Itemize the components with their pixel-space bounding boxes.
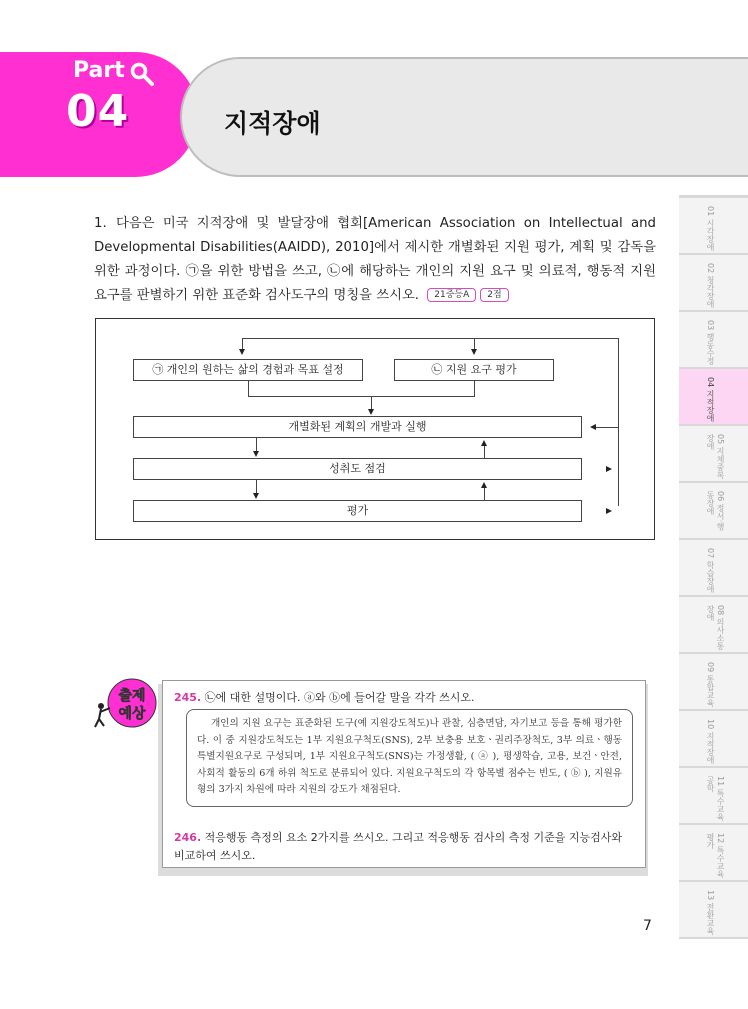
question-number: 1. [94, 216, 107, 231]
question-245-passage: 개인의 지원 요구는 표준화된 도구(예 지원강도척도)나 관찰, 심층면담, 자기보고 등을 통해 평가한다. 이 중 지원강도척도는 1부 지원요구척도(SNS), 2부 보충용 보호ㆍ권리주장척도, 3부 의료ㆍ행동 특별지원요구로 구성되며, 1부 지원요구척도(SNS)는 가정생활, ( ⓐ ), 평생학습, 고용, 보건ㆍ안전, 사회적 활동의 6개 하위 척도로 분류되어 있다. 지원요구척도의 각 항목별 점수는 빈도, ( ⓑ ), 지원유형의 3가지 차원에 따라 지원의 강도가 채점된다. [186, 709, 633, 807]
sidenav-item-07[interactable]: 07 학습장애 [679, 540, 748, 597]
sidenav-item-13[interactable]: 13 전환교육 [679, 882, 748, 939]
sidenav-item-08[interactable]: 08 의사소통장애 [679, 597, 748, 654]
sidenav-item-09[interactable]: 09 통합교육 [679, 654, 748, 711]
sidenav-item-04-active[interactable]: 04 지적장애 [679, 369, 748, 426]
chapter-title: 지적장애 [224, 109, 321, 138]
box-support-needs-assessment: ㉡ 지원 요구 평가 [394, 359, 554, 381]
page-number: 7 [643, 918, 652, 934]
question-246-text: 적응행동 측정의 요소 2가지를 쓰시오. 그리고 적응행동 검사의 측정 기준을 지능검사와 비교하여 쓰시오. [174, 831, 623, 862]
question-text: 다음은 미국 지적장애 및 발달장애 협회[American Association on Intellectual and Developmental Disabilities(AAIDD), 2010]에서 제시한 개별화된 지원 평가, 계획 및 감독을 위한 과정이다. ㉠을 위한 방법을 쓰고, ㉡에 해당하는 개인의 지원 요구 및 의료적, 행동적 지원 요구를 판별하기 위한 표준화 검사도구의 명칭을 쓰시오. [94, 216, 656, 303]
sidenav-item-06[interactable]: 06 정서·행동장애 [679, 483, 748, 540]
question-1 [94, 212, 656, 308]
sidenav-item-12[interactable]: 12 특수교육평가 [679, 825, 748, 882]
question-245-text: ㉡에 대한 설명이다. ⓐ와 ⓑ에 들어갈 말을 각각 쓰시오. [204, 691, 475, 704]
question-245 [174, 689, 475, 705]
sidenav-item-01[interactable]: 01 시각장애 [679, 198, 748, 255]
part-number: 04 [66, 86, 130, 137]
sidenav-item-03[interactable]: 03 행동수정 [679, 312, 748, 369]
box-goal-setting: ㉠ 개인의 원하는 삶의 경험과 목표 설정 [133, 359, 363, 381]
sidenav-item-02[interactable]: 02 청각장애 [679, 255, 748, 312]
box-evaluation: 평가 [133, 500, 582, 522]
part-label: Part [73, 58, 125, 83]
magnifier-icon [130, 62, 154, 86]
process-diagram [95, 318, 655, 540]
sidenav-item-10[interactable]: 10 지적장애 [679, 711, 748, 768]
chapter-side-nav [679, 195, 748, 939]
question-246 [174, 829, 636, 865]
exam-prediction-badge-icon [92, 676, 158, 732]
badge-text-line2: 예상 [118, 706, 146, 722]
sidenav-item-11[interactable]: 11 특수교육공학 [679, 768, 748, 825]
sidenav-item-05[interactable]: 05 지체중복장애 [679, 426, 748, 483]
question-246-number: 246. [174, 831, 202, 844]
question-245-number: 245. [174, 691, 202, 704]
exam-year-tag: 21중등A [427, 288, 476, 302]
box-progress-monitoring: 성취도 점검 [133, 458, 582, 480]
box-plan-implementation: 개별화된 계획의 개발과 실행 [133, 416, 582, 438]
badge-text-line1: 출제 [118, 688, 146, 704]
points-tag: 2점 [480, 288, 508, 302]
